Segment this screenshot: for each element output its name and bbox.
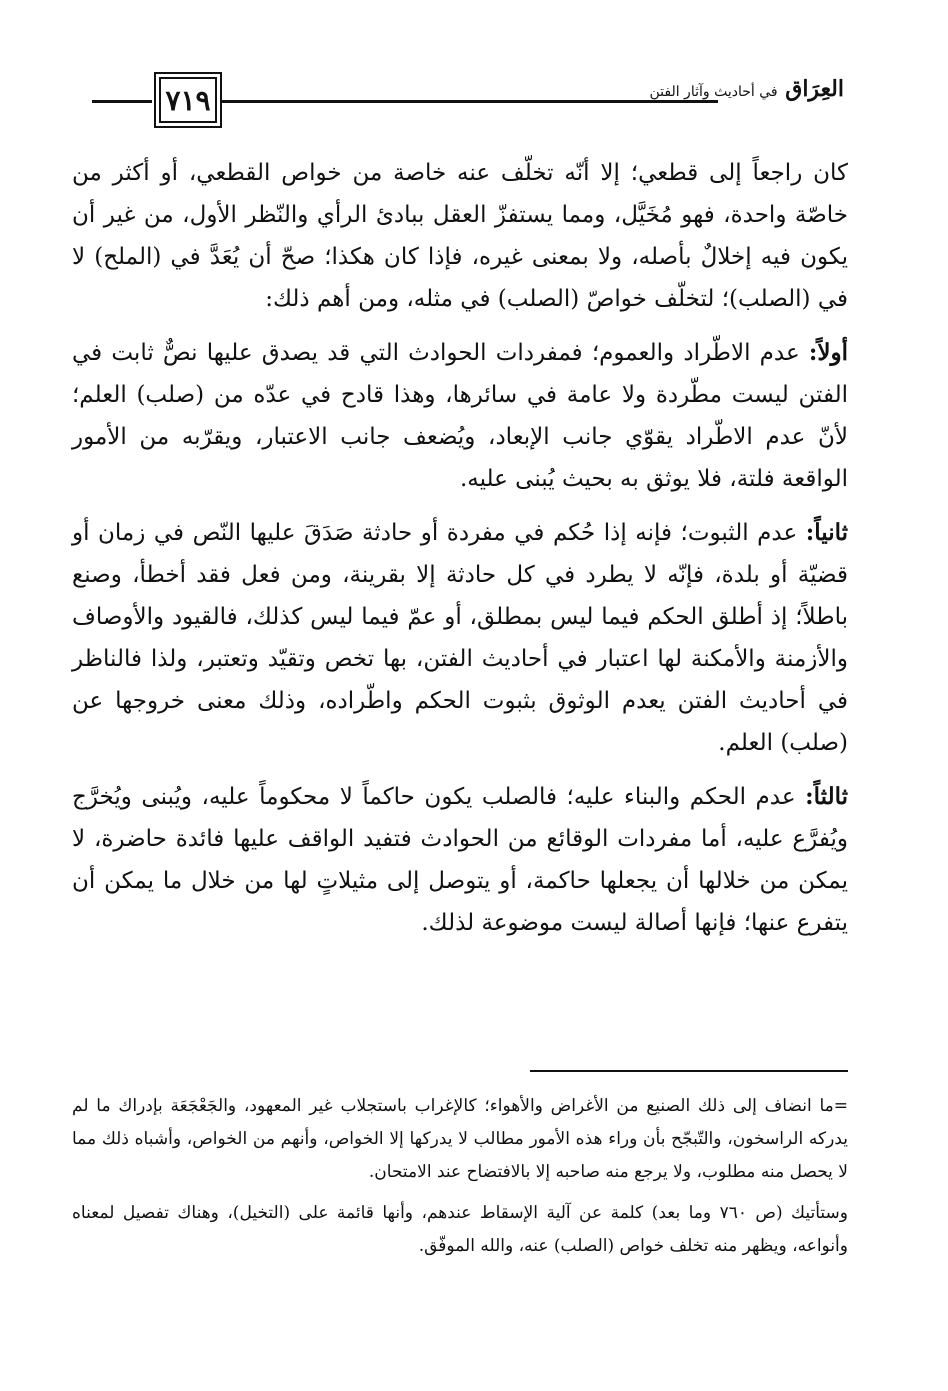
footnote-separator	[530, 1070, 848, 1072]
footnote-continuation: =ما انضاف إلى ذلك الصنيع من الأغراض والأهواء؛ كالإغراب باستجلاب غير المعهود، والجَعْجَعَة بإدراك ما لم يدركه الراسخون، والتّبجّح بأن وراء هذه الأمور مطالب لا يدركها إلا الخواص، وأنهم من الخواص، وأشباه ذلك مما لا يحصل منه مطلوب، ولا يرجع منه صاحبه إلا بالافتضاح عند الامتحان.	[72, 1096, 848, 1182]
header-rule-left	[92, 100, 152, 103]
page-number: ٧١٩	[154, 72, 222, 128]
paragraph-second	[72, 512, 848, 764]
second-point-lead: ثانياً:	[805, 519, 848, 546]
footnotes	[72, 1090, 848, 1271]
third-point-text: عدم الحكم والبناء عليه؛ فالصلب يكون حاكماً لا محكوماً عليه، ويُبنى ويُخرَّج ويُفرَّع عليه، أما مفردات الوقائع من الحوادث فتفيد الواقف عليها فائدة حاضرة، لا يمكن من خلالها أن يجعلها حاكمة، أو يتوصل إلى مثيلاتٍ لها من خلال ما يمكن أن يتفرع عنها؛ فإنها أصالة ليست موضوعة لذلك.	[72, 784, 848, 936]
running-title	[649, 76, 844, 102]
paragraph-third	[72, 776, 848, 944]
footnote-second: وستأتيك (ص ٧٦٠ وما بعد) كلمة عن آلية الإسقاط عندهم، وأنها قائمة على (التخيل)، وهناك تفصيل لمعناه وأنواعه، ويظهر منه تخلف خواص (الصلب) عنه، والله الموفّق.	[72, 1203, 848, 1256]
running-title-rest: في أحاديث وآثار الفتن	[649, 84, 778, 100]
paragraph-intro: كان راجعاً إلى قطعي؛ إلا أنّه تخلّف عنه خاصة من خواص القطعي، أو أكثر من خاصّة واحدة، فهو مُخَيَّل، ومما يستفزّ العقل ببادئ الرأي والنّظر الأول، من غير أن يكون فيه إخلالٌ بأصله، ولا بمعنى غيره، فإذا كان هكذا؛ صحّ أن يُعَدَّ في (الملح) لا في (الصلب)؛ لتخلّف خواصّ (الصلب) في مثله، ومن أهم ذلك:	[72, 160, 848, 312]
second-point-text: عدم الثبوت؛ فإنه إذا حُكم في مفردة أو حادثة صَدَقَ عليها النّص في زمان أو قضيّة أو بلدة، فإنّه لا يطرد في كل حادثة إلا بقرينة، ومن فعل فقد أخطأ، وصنع باطلاً؛ إذ أطلق الحكم فيما ليس بمطلق، أو عمّ فيما ليس كذلك، فالقيود والأوصاف والأزمنة والأمكنة لها اعتبار في أحاديث الفتن، بها تخص وتقيّد وتعتبر، ولذا فالناظر في أحاديث الفتن يعدم الوثوق بثبوت الحكم واطّراده، وذلك معنى خروجها عن (صلب) العلم.	[72, 520, 848, 756]
running-header	[92, 70, 844, 130]
running-title-main: العِرَاق	[785, 76, 844, 102]
paragraph-first	[72, 332, 848, 500]
main-text	[72, 152, 848, 956]
first-point-text: عدم الاطّراد والعموم؛ فمفردات الحوادث التي قد يصدق عليها نصٌّ ثابت في الفتن ليست مطّردة ولا عامة في سائرها، وهذا قادح في عدّه من (صلب) العلم؛ لأنّ عدم الاطّراد يقوّي جانب الإبعاد، ويُضعف جانب الاعتبار، ويقرّبه من الأمور الواقعة فلتة، فلا يوثق به بحيث يُبنى عليه.	[72, 340, 848, 492]
header-rule-middle	[220, 100, 718, 103]
first-point-lead: أولاً:	[808, 339, 848, 366]
third-point-lead: ثالثاً:	[805, 783, 848, 810]
